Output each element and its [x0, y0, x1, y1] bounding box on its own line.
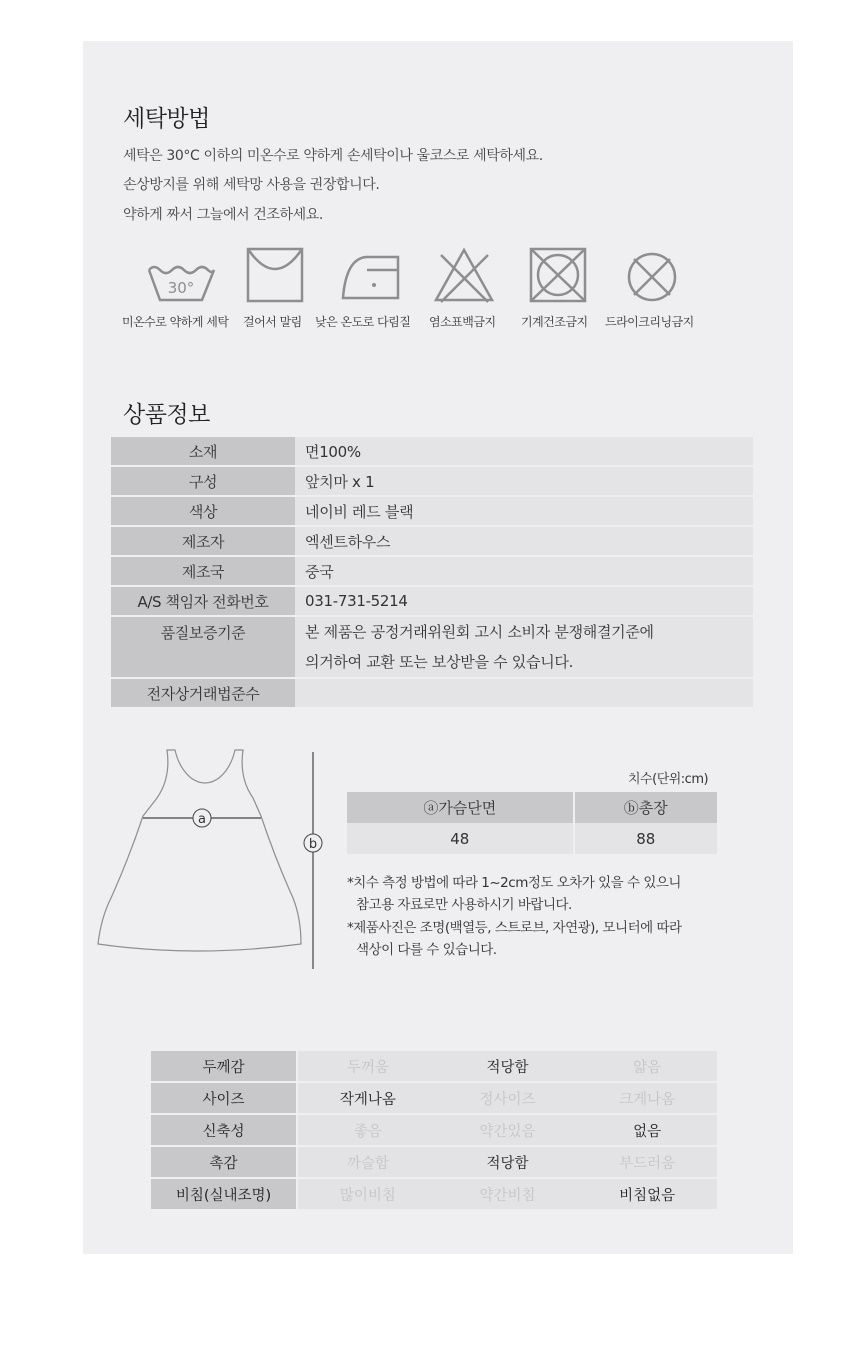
info-value [295, 679, 753, 709]
info-value-line-1: 본 제품은 공정거래위원회 고시 소비자 분쟁해결기준에 [305, 623, 654, 641]
feel-option-selected: 없음 [577, 1115, 717, 1147]
feel-option: 얇음 [577, 1051, 717, 1083]
feel-option-selected: 비침없음 [577, 1179, 717, 1211]
info-value: 엑센트하우스 [295, 527, 753, 557]
info-key: 색상 [111, 497, 295, 527]
table-row [151, 1179, 717, 1211]
info-key: 구성 [111, 467, 295, 497]
info-value [295, 617, 753, 679]
table-row [347, 792, 717, 823]
feel-option: 부드러움 [577, 1147, 717, 1179]
info-key: 제조자 [111, 527, 295, 557]
feel-option-selected: 적당함 [438, 1147, 578, 1179]
hand-wash-30-icon [146, 262, 216, 304]
table-row [151, 1115, 717, 1147]
table-row [111, 557, 753, 587]
table-row [111, 437, 753, 467]
no-bleach-icon [433, 247, 495, 303]
feel-option: 약간비침 [438, 1179, 578, 1211]
wash-line-3: 약하게 짜서 그늘에서 건조하세요. [123, 207, 323, 223]
feel-option: 약간있음 [438, 1115, 578, 1147]
info-key: 품질보증기준 [111, 617, 295, 679]
care-label-no-bleach: 염소표백금지 [429, 315, 496, 329]
marker-b: b [308, 837, 318, 852]
care-label-iron: 낮은 온도로 다림질 [315, 315, 411, 329]
fabric-feel-table [151, 1051, 717, 1211]
table-row [111, 527, 753, 557]
wash-line-2: 손상방지를 위해 세탁망 사용을 권장합니다. [123, 177, 380, 193]
feel-option: 까슬함 [298, 1147, 438, 1179]
table-row [111, 587, 753, 617]
info-key: A/S 책임자 전화번호 [111, 587, 295, 617]
care-label-hand-wash: 미온수로 약하게 세탁 [122, 315, 229, 329]
feel-key: 신축성 [151, 1115, 298, 1147]
size-note-1: *치수 측정 방법에 따라 1~2cm정도 오차가 있을 수 있으니 [347, 875, 681, 891]
info-key: 제조국 [111, 557, 295, 587]
product-info-table [111, 437, 753, 709]
info-key: 전자상거래법준수 [111, 679, 295, 709]
table-row [347, 823, 717, 854]
no-tumble-dry-icon [528, 247, 588, 303]
feel-key: 사이즈 [151, 1083, 298, 1115]
feel-option: 좋음 [298, 1115, 438, 1147]
size-note-4: 색상이 다를 수 있습니다. [356, 942, 497, 958]
size-note-2: 참고용 자료로만 사용하시기 바랍니다. [356, 897, 572, 913]
table-row [111, 467, 753, 497]
care-label-line-dry: 걸어서 말림 [243, 315, 302, 329]
marker-a: a [198, 812, 206, 827]
feel-key: 두께감 [151, 1051, 298, 1083]
info-value: 중국 [295, 557, 753, 587]
dress-diagram [95, 748, 325, 973]
feel-option: 많이비침 [298, 1179, 438, 1211]
feel-option: 정사이즈 [438, 1083, 578, 1115]
table-row [111, 679, 753, 709]
size-value-length: 88 [573, 823, 717, 854]
wash-title: 세탁방법 [123, 106, 210, 132]
product-title: 상품정보 [123, 402, 210, 428]
feel-option: 크게나옴 [577, 1083, 717, 1115]
feel-key: 비침(실내조명) [151, 1179, 298, 1211]
info-value: 네이비 레드 블랙 [295, 497, 753, 527]
info-value-line-2: 의거하여 교환 또는 보상받을 수 있습니다. [305, 653, 574, 671]
table-row [111, 497, 753, 527]
care-label-no-tumble: 기계건조금지 [521, 315, 588, 329]
size-note-3: *제품사진은 조명(백열등, 스트로브, 자연광), 모니터에 따라 [347, 920, 682, 936]
wash-temp-label: 30° [167, 279, 195, 297]
wash-line-1: 세탁은 30°C 이하의 미온수로 약하게 손세탁이나 울코스로 세탁하세요. [123, 148, 543, 164]
feel-key: 촉감 [151, 1147, 298, 1179]
table-row [111, 617, 753, 679]
table-row [151, 1051, 717, 1083]
size-header-chest: ⓐ가슴단면 [347, 792, 573, 823]
size-table [347, 792, 717, 854]
size-header-length: ⓑ총장 [573, 792, 717, 823]
table-row [151, 1147, 717, 1179]
feel-option: 두꺼움 [298, 1051, 438, 1083]
iron-low-icon [340, 253, 402, 301]
no-dry-clean-icon [624, 250, 680, 304]
size-value-chest: 48 [347, 823, 573, 854]
info-key: 소재 [111, 437, 295, 467]
feel-option-selected: 적당함 [438, 1051, 578, 1083]
care-label-no-dry-clean: 드라이크리닝금지 [605, 315, 694, 329]
info-value: 면100% [295, 437, 753, 467]
size-unit: 치수(단위:cm) [628, 772, 709, 787]
line-dry-icon [246, 247, 304, 303]
feel-option-selected: 작게나옴 [298, 1083, 438, 1115]
table-row [151, 1083, 717, 1115]
info-value: 앞치마 x 1 [295, 467, 753, 497]
info-value: 031-731-5214 [295, 587, 753, 617]
